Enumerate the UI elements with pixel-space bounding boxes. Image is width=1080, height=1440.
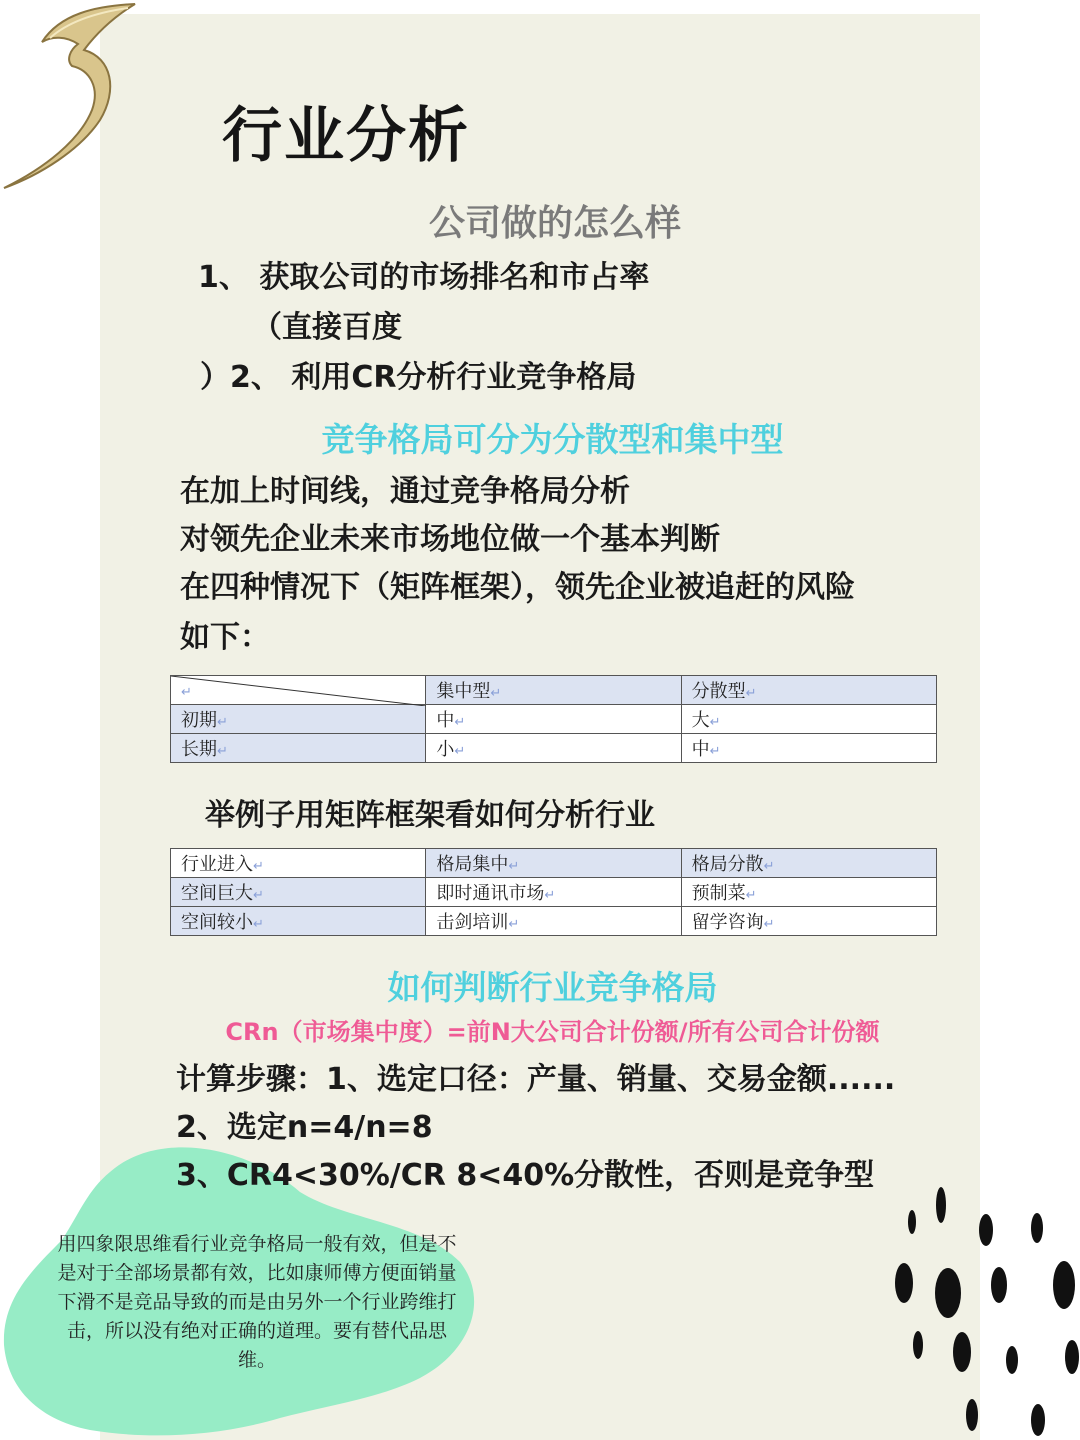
table-row-label: 空间巨大↵ [171,878,426,907]
table-header-cell: 格局分散↵ [681,849,936,878]
section-subtitle: 公司做的怎么样 [428,203,681,244]
table-header-cell: 格局集中↵ [426,849,681,878]
note-text: 用四象限思维看行业竞争格局一般有效，但是不是对于全部场景都有效，比如康师傅方便面销量下滑不是竞品导致的而是由另外一个行业跨维打击，所以没有绝对正确的道理。要有替代品思维。 [57,1233,457,1371]
table-cell: 击剑培训↵ [426,907,681,936]
return-mark-icon: ↵ [253,917,264,932]
table-cell: 中↵ [681,734,936,763]
example-heading: 举例子用矩阵框架看如何分析行业 [205,798,655,833]
table-row-label: 初期↵ [171,705,426,734]
return-mark-icon: ↵ [253,888,264,903]
step-line-3: 3、CR4<30%/CR 8<40%分散性，否则是竞争型 [176,1158,875,1193]
table-header-cell: 行业进入↵ [171,849,426,878]
intro-line-1: 1、 获取公司的市场排名和市占率 [198,260,650,295]
step-line-1: 计算步骤：1、选定口径：产量、销量、交易金额...... [176,1062,896,1097]
return-mark-icon: ↵ [508,859,520,874]
return-mark-icon: ↵ [709,715,721,730]
return-mark-icon: ↵ [454,744,466,759]
competition-heading: 竞争格局可分为分散型和集中型 [321,420,784,459]
return-mark-icon: ↵ [181,684,192,700]
return-mark-icon: ↵ [763,859,775,874]
return-mark-icon: ↵ [454,715,466,730]
table-cell: 留学咨询↵ [681,907,936,936]
return-mark-icon: ↵ [544,888,556,903]
table-cell: 中↵ [426,705,681,734]
para-line-4: 如下： [180,620,270,655]
table-row-label: 空间较小↵ [171,907,426,936]
return-mark-icon: ↵ [217,715,228,730]
return-mark-icon: ↵ [217,744,228,759]
return-mark-icon: ↵ [490,686,502,701]
para-line-2: 对领先企业未来市场地位做一个基本判断 [180,522,720,557]
return-mark-icon: ↵ [253,859,264,874]
return-mark-icon: ↵ [709,744,721,759]
return-mark-icon: ↵ [763,917,775,932]
page-title: 行业分析 [222,101,470,171]
step-line-2: 2、选定n=4/n=8 [176,1110,433,1145]
return-mark-icon: ↵ [745,888,757,903]
table-header-cell: 分散型↵ [681,676,936,705]
para-line-3: 在四种情况下（矩阵框架），领先企业被追赶的风险 [180,570,855,605]
judge-heading: 如何判断行业竞争格局 [387,968,718,1007]
table-cell: 大↵ [681,705,936,734]
table-cell: 预制菜↵ [681,878,936,907]
table-cell: 小↵ [426,734,681,763]
cr-formula: CRn（市场集中度）=前N大公司合计份额/所有公司合计份额 [225,1018,880,1046]
table-cell: 即时通讯市场↵ [426,878,681,907]
intro-line-2: （直接百度 [252,310,402,345]
return-mark-icon: ↵ [508,917,520,932]
table-row-label: 长期↵ [171,734,426,763]
table-header-cell: 集中型↵ [426,676,681,705]
para-line-1: 在加上时间线，通过竞争格局分析 [180,474,630,509]
return-mark-icon: ↵ [745,686,757,701]
intro-line-3: ）2、 利用CR分析行业竞争格局 [200,360,637,395]
